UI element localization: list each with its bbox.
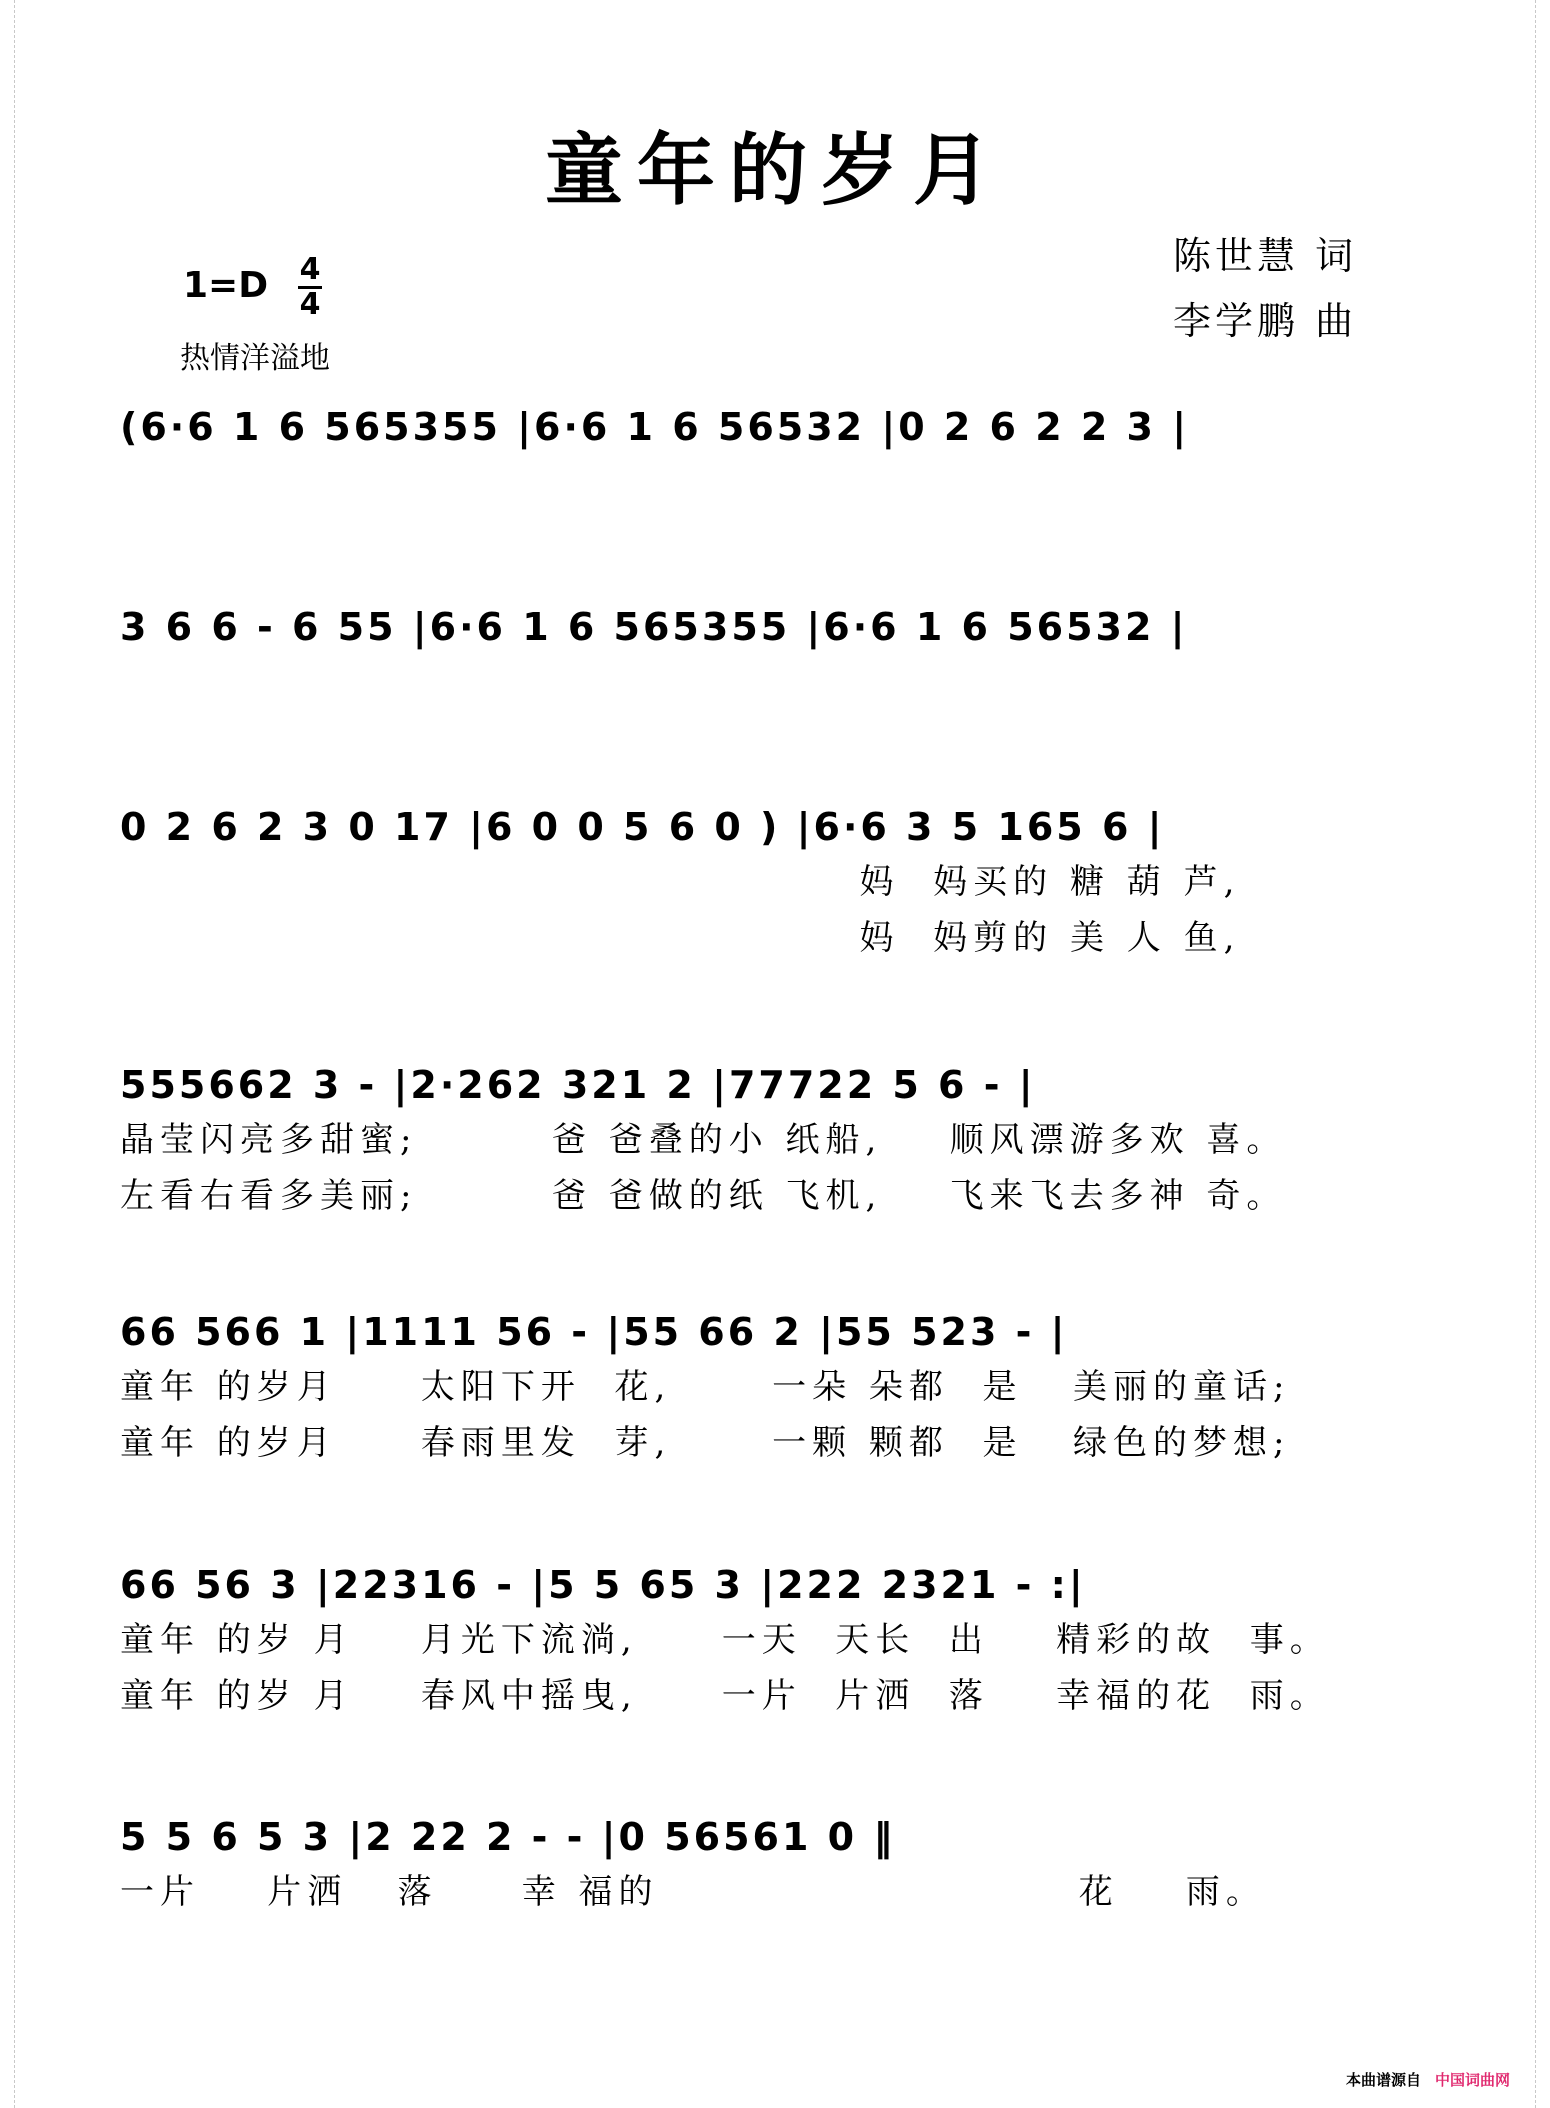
- lyric-verse-1: 一片 片洒 落 幸 福的 花 雨。: [120, 1872, 1266, 1912]
- score-system-5: [120, 1305, 1440, 1471]
- score-system-1: [120, 400, 1440, 454]
- source-label: 本曲谱源自: [1345, 2071, 1421, 2089]
- notation-line: (6·6 1 6 565355 |6·6 1 6 56532 |0 2 6 2 2 3 |: [120, 405, 1190, 449]
- source-site-link[interactable]: 中国词曲网: [1434, 2071, 1510, 2089]
- lyric-verse-2: 左看右看多美丽; 爸 爸做的纸 飞机, 飞来飞去多神 奇。: [120, 1176, 1287, 1216]
- lyric-verse-1: 童年 的岁月 太阳下开 花, 一朵 朵都 是 美丽的童话;: [120, 1367, 1291, 1407]
- score-system-2: [120, 600, 1440, 654]
- score-system-6: [120, 1558, 1440, 1724]
- song-title: 童年的岁月: [544, 125, 1005, 216]
- notation-line: 555662 3 - |2·262 321 2 |77722 5 6 - |: [120, 1063, 1036, 1107]
- right-margin-watermark: [1535, 0, 1550, 2108]
- left-margin-watermark: [0, 0, 15, 2108]
- lyric-verse-2: 妈 妈剪的 美 人 鱼,: [120, 918, 1241, 958]
- score-system-3: [120, 800, 1440, 966]
- notation-line: 66 566 1 |1111 56 - |55 66 2 |55 523 - |: [120, 1310, 1068, 1354]
- key-signature: 1=D: [183, 265, 269, 306]
- notation-line: 0 2 6 2 3 0 17 |6 0 0 5 6 0 ) |6·6 3 5 165 6 |: [120, 805, 1165, 849]
- lyric-verse-1: 妈 妈买的 糖 葫 芦,: [120, 862, 1241, 902]
- notation-line: 66 56 3 |22316 - |5 5 65 3 |222 2321 - :|: [120, 1563, 1086, 1607]
- notation-line: 3 6 6 - 6 55 |6·6 1 6 565355 |6·6 1 6 56532 |: [120, 605, 1188, 649]
- meter-top: 4: [299, 252, 321, 287]
- score-system-7: [120, 1810, 1440, 1920]
- tempo-marking: 热情洋溢地: [180, 341, 330, 376]
- lyricist-credit: 陈世慧 词: [1173, 234, 1358, 278]
- notation-line: 5 5 6 5 3 |2 22 2 - - |0 56561 0 ‖: [120, 1815, 896, 1859]
- lyric-verse-1: 童年 的岁 月 月光下流淌, 一天 天长 出 精彩的故 事。: [120, 1620, 1330, 1660]
- composer-credit: 李学鹏 曲: [1173, 299, 1358, 343]
- source-footer: [1346, 2069, 1510, 2090]
- score-system-4: [120, 1058, 1440, 1224]
- meter-bottom: 4: [299, 287, 321, 322]
- lyric-verse-2: 童年 的岁月 春雨里发 芽, 一颗 颗都 是 绿色的梦想;: [120, 1423, 1291, 1463]
- lyric-verse-1: 晶莹闪亮多甜蜜; 爸 爸叠的小 纸船, 顺风漂游多欢 喜。: [120, 1120, 1287, 1160]
- lyric-verse-2: 童年 的岁 月 春风中摇曳, 一片 片洒 落 幸福的花 雨。: [120, 1676, 1330, 1716]
- time-signature: [295, 252, 325, 322]
